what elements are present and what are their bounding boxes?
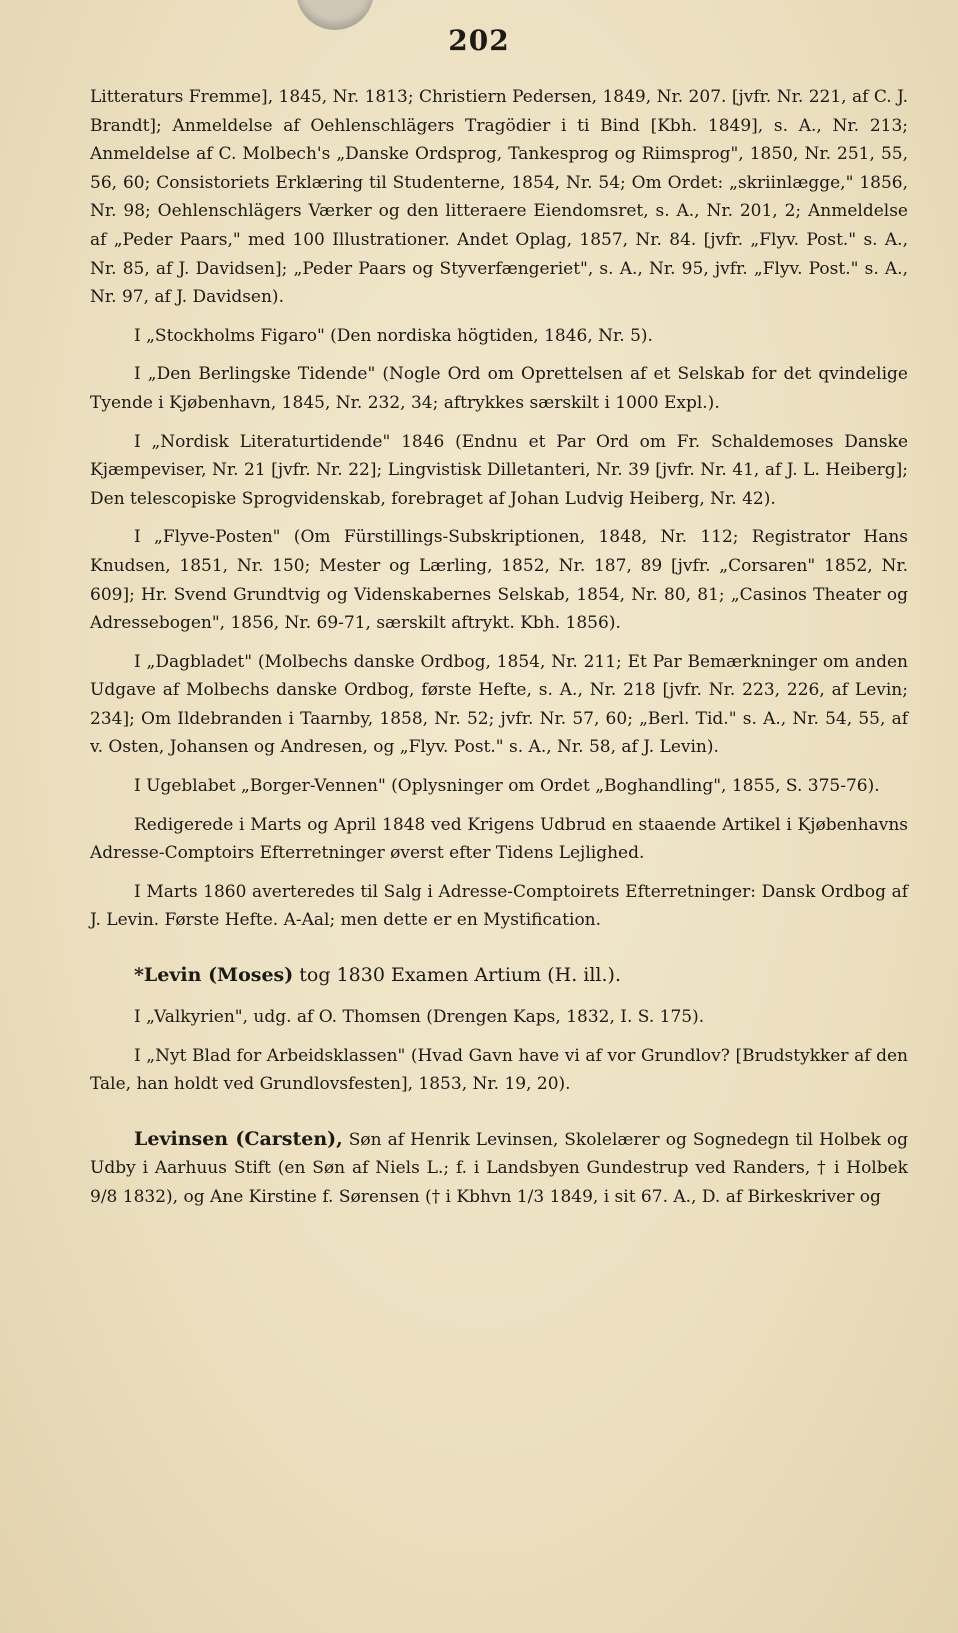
paragraph-nordisk-literaturtidende: I „Nordisk Literaturtidende" 1846 (Endnu et Par Ord om Fr. Schaldemoses Danske Kjæmpeviser, Nr. 21 [jvfr. Nr. 22]; Lingvistisk Dilletanteri, Nr. 39 [jvfr. Nr. 41, af J. L. Heiberg]; Den telescopiske Sprogvidenskab, forebraget af Johan Ludvig Heiberg, Nr. 42).	[90, 431, 908, 509]
paragraph-valkyrien: I „Valkyrien", udg. af O. Thomsen (Drengen Kaps, 1832, I. S. 175).	[134, 1007, 705, 1028]
entry-heading-text: tog 1830 Examen Artium (H. ill.).	[293, 964, 621, 987]
paragraph-borger-vennen: I Ugeblabet „Borger-Vennen" (Oplysninger om Ordet „Boghandling", 1855, S. 375-76).	[134, 776, 880, 797]
entry-name: *Levin (Moses)	[134, 964, 294, 987]
entry-levinsen-carsten	[90, 1125, 908, 1212]
entry-name-levinsen: Levinsen (Carsten),	[134, 1127, 343, 1150]
paragraph-mystification: I Marts 1860 averteredes til Salg i Adresse-Comptoirets Efterretninger: Dansk Ordbog af J. Levin. Første Hefte. A-Aal; men dette er en Mystification.	[90, 881, 908, 931]
entry-text-levinsen: Søn af Henrik Levinsen, Skolelærer og Sognedegn til Holbek og Udby i Aarhuus Stift (en Søn af Niels L.; f. i Landsbyen Gundestrup ved Randers, † i Holbek 9/8 1832), og Ane Kirstine f. Sørensen († i Kbhvn 1/3 1849, i sit 67. A., D. af Birkeskriver og	[90, 1129, 908, 1207]
paragraph-flyve-posten: I „Flyve-Posten" (Om Fürstillings-Subskriptionen, 1848, Nr. 112; Registrator Hans Knudsen, 1851, Nr. 150; Mester og Lærling, 1852, Nr. 187, 89 [jvfr. „Corsaren" 1852, Nr. 609]; Hr. Svend Grundtvig og Videnskabernes Selskab, 1854, Nr. 80, 81; „Casinos Theater og Adressebogen", 1856, Nr. 69-71, særskilt aftrykt. Kbh. 1856).	[90, 527, 908, 634]
paragraph-adresse-comptoir: Redigerede i Marts og April 1848 ved Krigens Udbrud en staaende Artikel i Kjøbenhavns Adresse-Comptoirs Efterretninger øverst efter Tidens Lejlighed.	[90, 814, 908, 864]
page-content	[90, 83, 908, 1212]
entry-heading-levin-moses	[90, 961, 908, 989]
page-number: 202	[448, 24, 510, 57]
paragraph-continuation: Litteraturs Fremme], 1845, Nr. 1813; Christiern Pedersen, 1849, Nr. 207. [jvfr. Nr. 221, af C. J. Brandt]; Anmeldelse af Oehlenschlägers Tragödier i ti Bind [Kbh. 1849], s. A., Nr. 213; Anmeldelse af C. Molbech's „Danske Ordsprog, Tankesprog og Riimsprog", 1850, Nr. 251, 55, 56, 60; Consistoriets Erklæring til Studenterne, 1854, Nr. 54; Om Ordet: „skriinlægge," 1856, Nr. 98; Oehlenschlägers Værker og den litteraere Eiendomsret, s. A., Nr. 201, 2; Anmeldelse af „Peder Paars," med 100 Illustrationer. Andet Oplag, 1857, Nr. 84. [jvfr. „Flyv. Post." s. A., Nr. 85, af J. Davidsen]; „Peder Paars og Styverfængeriet", s. A., Nr. 95, jvfr. „Flyv. Post." s. A., Nr. 97, af J. Davidsen).	[90, 87, 908, 308]
paragraph-nyt-blad: I „Nyt Blad for Arbeidsklassen" (Hvad Gavn have vi af vor Grundlov? [Brudstykker af den Tale, han holdt ved Grundlovsfesten], 1853, Nr. 19, 20).	[90, 1045, 908, 1095]
paragraph-stockholms-figaro: I „Stockholms Figaro" (Den nordiska högtiden, 1846, Nr. 5).	[134, 325, 653, 346]
paragraph-dagbladet: I „Dagbladet" (Molbechs danske Ordbog, 1854, Nr. 211; Et Par Bemærkninger om anden Udgave af Molbechs danske Ordbog, første Hefte, s. A., Nr. 218 [jvfr. Nr. 223, 226, af Levin; 234]; Om Ildebranden i Taarnby, 1858, Nr. 52; jvfr. Nr. 57, 60; „Berl. Tid." s. A., Nr. 54, 55, af v. Osten, Johansen og Andresen, og „Flyv. Post." s. A., Nr. 58, af J. Levin).	[90, 651, 908, 758]
paragraph-berlingske-tidende: I „Den Berlingske Tidende" (Nogle Ord om Oprettelsen af et Selskab for det qvindelige Tyende i Kjøbenhavn, 1845, Nr. 232, 34; aftrykkes særskilt i 1000 Expl.).	[90, 364, 908, 413]
